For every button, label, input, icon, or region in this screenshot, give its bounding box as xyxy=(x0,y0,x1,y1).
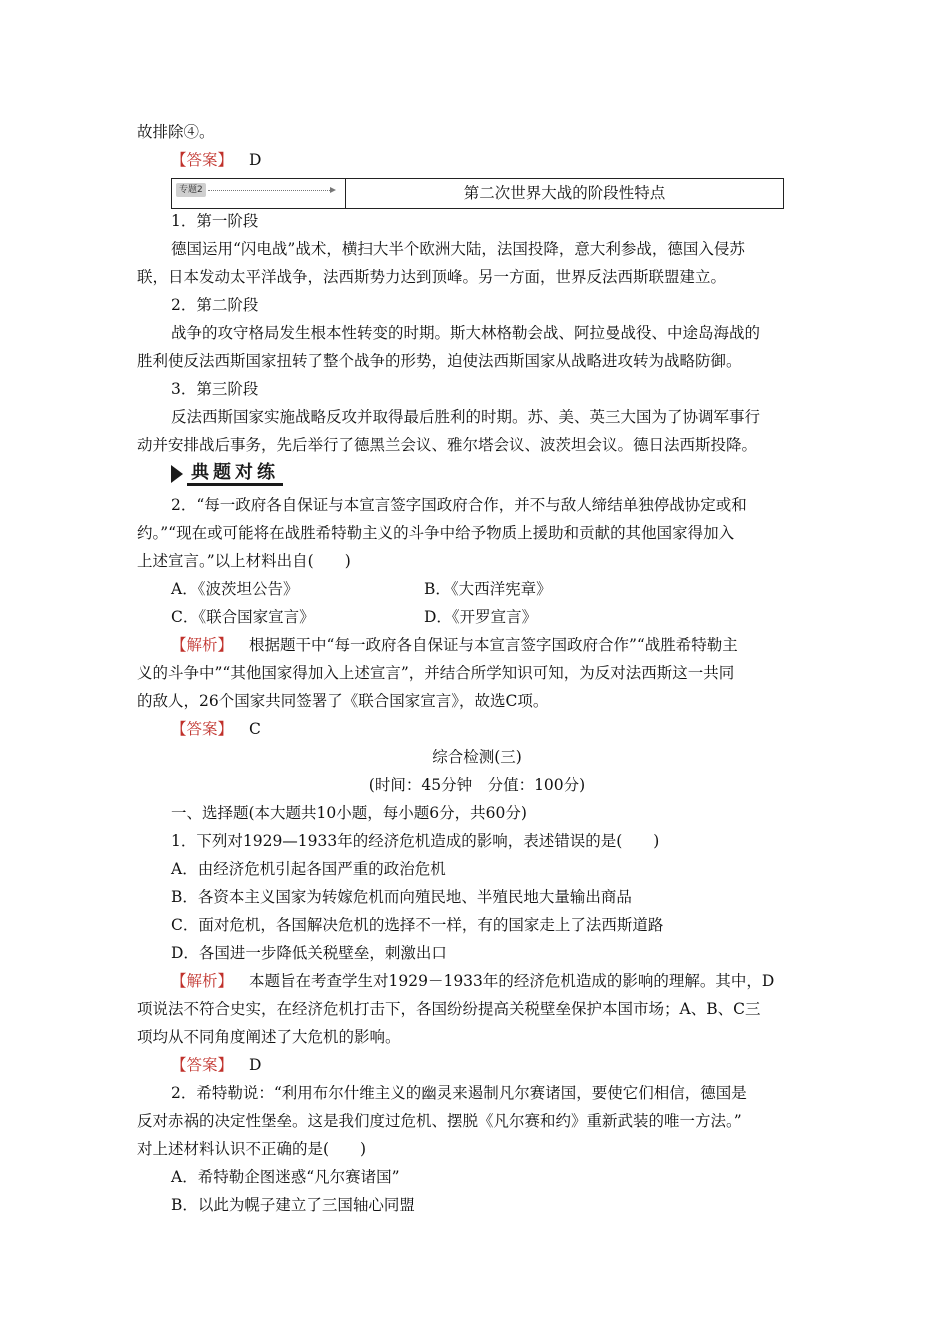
explanation-text: 本题旨在考查学生对1929－1933年的经济危机造成的影响的理解。其中，D xyxy=(249,972,775,990)
test-title: 综合检测(三) xyxy=(432,748,522,766)
option-a: A．希特勒企图迷惑“凡尔赛诸国” xyxy=(171,1168,400,1186)
text-line: 动并安排战后事务，先后举行了德黑兰会议、雅尔塔会议、波茨坦会议。德日法西斯投降。 xyxy=(137,436,758,454)
question-text: 上述宣言。”以上材料出自( ) xyxy=(137,552,351,570)
answer-value: D xyxy=(249,1056,262,1074)
topic-label-cell xyxy=(172,179,346,208)
text-line: 胜利使反法西斯国家扭转了整个战争的形势，迫使法西斯国家从战略进攻转为战略防御。 xyxy=(137,352,742,370)
option-d: D．《开罗宣言》 xyxy=(424,608,538,626)
text-line: 战争的攻守格局发生根本性转变的时期。斯大林格勒会战、阿拉曼战役、中途岛海战的 xyxy=(171,324,761,342)
part-heading: 一、选择题(本大题共10小题，每小题6分，共60分) xyxy=(171,804,527,822)
option-a: A．由经济危机引起各国严重的政治危机 xyxy=(171,860,446,878)
text-line: 德国运用“闪电战”战术，横扫大半个欧洲大陆，法国投降，意大利参战，德国入侵苏 xyxy=(171,240,745,258)
option-b: B．各资本主义国家为转嫁危机而向殖民地、半殖民地大量输出商品 xyxy=(171,888,632,906)
answer-line xyxy=(171,149,817,171)
banner-title: 典题对练 xyxy=(187,463,283,486)
section-heading: 1．第一阶段 xyxy=(171,212,259,230)
answer-tag: 【答案】 xyxy=(171,1056,234,1074)
explanation-text: 项均从不同角度阐述了大危机的影响。 xyxy=(137,1028,401,1046)
question-text: 约。”“现在或可能将在战胜希特勒主义的斗争中给予物质上援助和贡献的其他国家得加入 xyxy=(137,524,735,542)
text-line: 故排除④。 xyxy=(137,123,215,141)
explanation-text: 根据题干中“每一政府各自保证与本宣言签字国政府合作”“战胜希特勒主 xyxy=(249,636,738,654)
option-a: A．《波茨坦公告》 xyxy=(171,580,299,598)
explanation-line xyxy=(171,970,817,992)
question-text: 2．希特勒说：“利用布尔什维主义的幽灵来遏制凡尔赛诸国，要使它们相信，德国是 xyxy=(171,1084,747,1102)
explanation-tag: 【解析】 xyxy=(171,636,234,654)
answer-line xyxy=(171,1054,817,1076)
answer-line xyxy=(171,718,817,740)
explanation-text: 的敌人，26个国家共同签署了《联合国家宣言》，故选C项。 xyxy=(137,692,549,710)
arrow-icon xyxy=(208,190,334,191)
play-arrow-icon xyxy=(171,465,183,483)
option-d: D．各国进一步降低关税壁垒，刺激出口 xyxy=(171,944,447,962)
topic-title: 第二次世界大战的阶段性特点 xyxy=(463,184,666,202)
option-c: C．《联合国家宣言》 xyxy=(171,608,315,626)
answer-value: C xyxy=(249,720,261,738)
explanation-text: 义的斗争中”“其他国家得加入上述宣言”，并结合所学知识可知，为反对法西斯这一共同 xyxy=(137,664,735,682)
explanation-text: 项说法不符合史实，在经济危机打击下，各国纷纷提高关税壁垒保护本国市场；A、B、C三 xyxy=(137,1000,761,1018)
section-heading: 2．第二阶段 xyxy=(171,296,259,314)
option-c: C．面对危机，各国解决危机的选择不一样，有的国家走上了法西斯道路 xyxy=(171,916,664,934)
answer-tag: 【答案】 xyxy=(171,151,234,169)
option-b: B．《大西洋宪章》 xyxy=(424,580,552,598)
answer-value: D xyxy=(249,151,262,169)
section-heading: 3．第三阶段 xyxy=(171,380,259,398)
test-subtitle: (时间：45分钟 分值：100分) xyxy=(368,776,586,794)
text-line: 联，日本发动太平洋战争，法西斯势力达到顶峰。另一方面，世界反法西斯联盟建立。 xyxy=(137,268,727,286)
question-text: 1．下列对1929—1933年的经济危机造成的影响，表述错误的是( ) xyxy=(171,832,660,850)
question-text: 对上述材料认识不正确的是( ) xyxy=(137,1140,367,1158)
question-text: 反对赤祸的决定性堡垒。这是我们度过危机、摆脱《凡尔赛和约》重新武装的唯一方法。” xyxy=(137,1112,742,1130)
practice-banner xyxy=(171,462,321,486)
answer-tag: 【答案】 xyxy=(171,720,234,738)
option-b: B．以此为幌子建立了三国轴心同盟 xyxy=(171,1196,415,1214)
topic-header-box xyxy=(171,178,784,209)
question-text: 2．“每一政府各自保证与本宣言签字国政府合作，并不与敌人缔结单独停战协定或和 xyxy=(171,496,747,514)
text-line: 反法西斯国家实施战略反攻并取得最后胜利的时期。苏、美、英三大国为了协调军事行 xyxy=(171,408,761,426)
explanation-line xyxy=(171,634,817,656)
explanation-tag: 【解析】 xyxy=(171,972,234,990)
topic-badge: 专题2 xyxy=(176,183,206,197)
